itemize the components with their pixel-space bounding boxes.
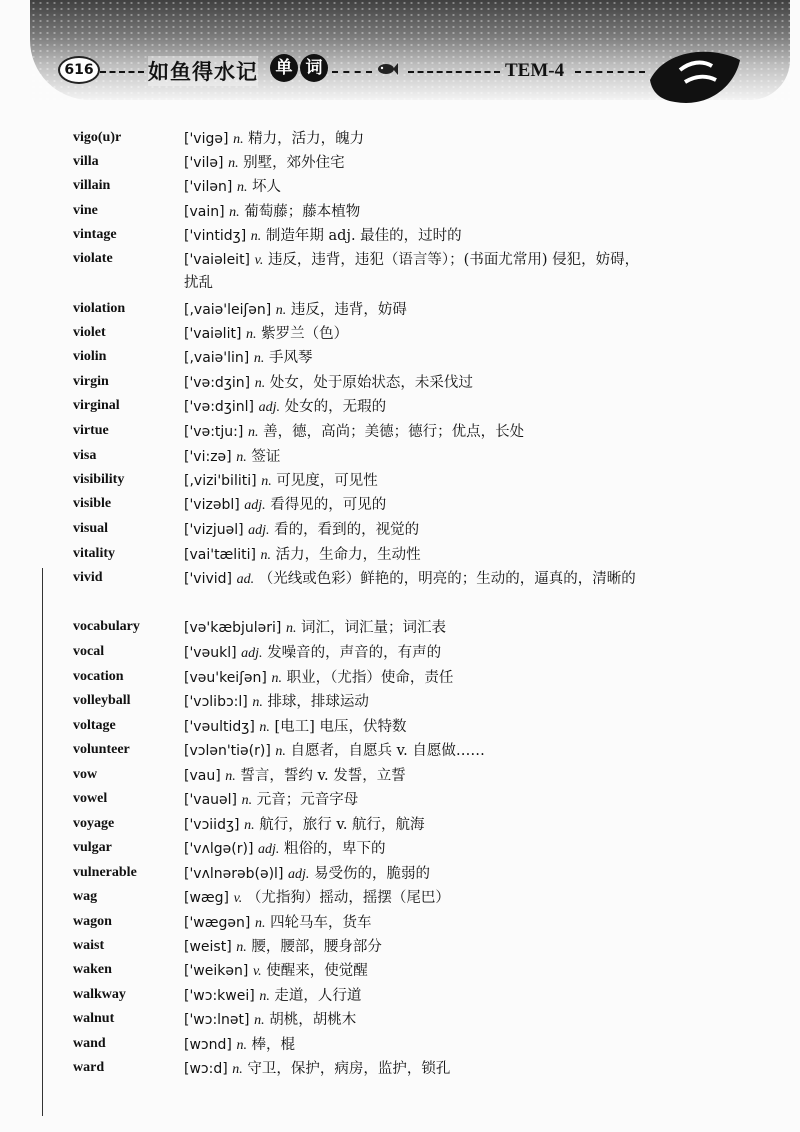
headword: vine [73, 203, 98, 218]
phonetic: ['vaiəleit] [184, 252, 251, 268]
phonetic: [weist] [184, 939, 232, 955]
definition [184, 519, 644, 542]
phonetic: [,vaiə'leiʃən] [184, 302, 272, 318]
headword: violate [73, 251, 113, 266]
headword: walkway [73, 987, 126, 1002]
headword: volunteer [73, 742, 130, 757]
phonetic: ['və:dʒinl] [184, 399, 255, 415]
phonetic: [,vizi'biliti] [184, 473, 257, 489]
definition [184, 225, 644, 248]
phonetic: [və'kæbjuləri] [184, 620, 282, 636]
part-of-speech: ad. [236, 572, 255, 587]
headword: voltage [73, 718, 116, 733]
definition [184, 765, 644, 788]
exam-label: TEM-4 [505, 60, 565, 81]
page-header [0, 0, 800, 112]
phonetic: ['vigə] [184, 131, 229, 147]
part-of-speech: n. [275, 744, 286, 759]
part-of-speech: adj. [288, 867, 310, 882]
meaning: 胡桃，胡桃木 [269, 1012, 357, 1028]
meaning: 活力，生命力，生动性 [275, 547, 421, 563]
meaning: 排球，排球运动 [267, 694, 369, 710]
definition [184, 740, 644, 763]
phonetic: [,vaiə'lin] [184, 350, 250, 366]
phonetic: [vɔlən'tiə(r)] [184, 743, 271, 759]
headword: wag [73, 889, 98, 904]
part-of-speech: v. [254, 253, 264, 268]
definition [184, 372, 644, 395]
phonetic: [vain] [184, 204, 225, 220]
part-of-speech: n. [252, 695, 263, 710]
meaning: 职业，（尤指）使命，责任 [286, 670, 454, 686]
phonetic: ['vəultidʒ] [184, 719, 255, 735]
definition [184, 838, 644, 861]
phonetic: ['vilən] [184, 179, 233, 195]
definition [184, 936, 644, 959]
definition [184, 396, 644, 419]
phonetic: ['vi:zə] [184, 449, 232, 465]
phonetic: ['wɔ:kwei] [184, 988, 255, 1004]
part-of-speech: n. [271, 671, 282, 686]
phonetic: ['və:dʒin] [184, 375, 251, 391]
definition [184, 494, 644, 517]
phonetic: [wɔ:d] [184, 1061, 228, 1077]
definition [184, 642, 644, 665]
meaning: 坏人 [252, 179, 282, 195]
meaning: 葡萄藤；藤本植物 [244, 204, 361, 220]
part-of-speech: n. [232, 1062, 243, 1077]
headword: virginal [73, 398, 120, 413]
definition [184, 617, 644, 640]
part-of-speech: n. [241, 793, 253, 808]
definition [184, 176, 644, 199]
part-of-speech: n. [250, 229, 262, 244]
definition [184, 863, 644, 886]
phonetic: ['vilə] [184, 155, 224, 171]
fish-icon [376, 60, 398, 78]
meaning: 违反，违背，妨碍 [290, 302, 407, 318]
part-of-speech: n. [246, 327, 257, 342]
meaning: 棒，棍 [251, 1037, 296, 1053]
headword: violet [73, 325, 106, 340]
phonetic: [vai'tæliti] [184, 547, 256, 563]
headword: waist [73, 938, 105, 953]
phonetic: [wɔnd] [184, 1037, 232, 1053]
phonetic: [vau] [184, 768, 221, 784]
definition [184, 152, 644, 175]
part-of-speech: n. [228, 156, 239, 171]
phonetic: ['vintidʒ] [184, 228, 247, 244]
meaning: 制造年期 adj. 最佳的，过时的 [265, 228, 462, 244]
headword: vulnerable [73, 865, 137, 880]
headword: vivid [73, 570, 103, 585]
part-of-speech: n. [261, 474, 272, 489]
headword: violin [73, 349, 107, 364]
headword: waken [73, 962, 112, 977]
meaning: 处女的，无瑕的 [284, 399, 387, 415]
phonetic: ['vɔlibɔ:l] [184, 694, 248, 710]
corner-decoration-icon [640, 30, 750, 110]
headword: vocal [73, 644, 105, 659]
part-of-speech: adj. [258, 842, 280, 857]
phonetic: ['vizjuəl] [184, 522, 244, 538]
meaning: 看得见的，可见的 [270, 497, 387, 513]
meaning: 走道，人行道 [274, 988, 362, 1004]
headword: vowel [73, 791, 108, 806]
definition [184, 323, 644, 346]
definition [184, 128, 644, 151]
part-of-speech: n. [253, 351, 265, 366]
page-number: 616 [58, 56, 100, 84]
part-of-speech: n. [259, 720, 270, 735]
headword: vow [73, 767, 98, 782]
definition [184, 544, 644, 567]
phonetic: ['weikən] [184, 963, 249, 979]
part-of-speech: n. [285, 621, 297, 636]
phonetic: ['vʌlnərəb(ə)l] [184, 866, 284, 882]
part-of-speech: n. [275, 303, 287, 318]
phonetic: ['wægən] [184, 915, 251, 931]
meaning: 发噪音的，声音的，有声的 [267, 645, 442, 661]
headword: vocation [73, 669, 124, 684]
phonetic: ['wɔ:lnət] [184, 1012, 250, 1028]
definition [184, 960, 644, 983]
meaning: 违反，违背，违犯（语言等）；(书面尤常用) 侵犯，妨碍，扰乱 [184, 252, 640, 291]
meaning: 誓言，誓约 v. 发誓，立誓 [240, 768, 406, 784]
definition [184, 667, 644, 690]
definition [184, 887, 644, 910]
part-of-speech: adj. [248, 523, 270, 538]
headword: vintage [73, 227, 117, 242]
part-of-speech: n. [233, 132, 244, 147]
meaning: 粗俗的，卑下的 [284, 841, 386, 857]
definition [184, 446, 644, 469]
meaning: 看的，看到的，视觉的 [274, 522, 420, 538]
phonetic: ['vivid] [184, 571, 233, 587]
headword: vitality [73, 546, 115, 561]
phonetic: [vəu'keiʃən] [184, 670, 267, 686]
part-of-speech: n. [225, 769, 236, 784]
phonetic: ['və:tju:] [184, 424, 244, 440]
part-of-speech: n. [236, 450, 247, 465]
meaning: 易受伤的，脆弱的 [314, 866, 431, 882]
part-of-speech: n. [244, 818, 255, 833]
definition [184, 299, 644, 322]
part-of-speech: v. [233, 891, 243, 906]
phonetic: [wæg] [184, 890, 230, 906]
meaning: （光线或色彩）鲜艳的，明亮的；生动的，逼真的，清晰的 [258, 571, 636, 587]
header-dash-end [575, 71, 645, 73]
definition [184, 249, 644, 295]
headword: walnut [73, 1011, 115, 1026]
badge-ci: 词 [300, 54, 328, 82]
header-dash-left [100, 71, 144, 73]
definition [184, 470, 644, 493]
meaning: （尤指狗）摇动，摇摆（尾巴） [246, 890, 450, 906]
headword: villa [73, 154, 99, 169]
margin-line [42, 568, 43, 1116]
part-of-speech: n. [254, 916, 266, 931]
meaning: 四轮马车，货车 [270, 915, 372, 931]
part-of-speech: adj. [241, 646, 263, 661]
meaning: [电工] 电压，伏特数 [274, 719, 407, 735]
part-of-speech: n. [236, 1038, 247, 1053]
definition [184, 1009, 644, 1032]
meaning: 精力，活力，魄力 [248, 131, 365, 147]
phonetic: ['vɔiidʒ] [184, 817, 240, 833]
headword: vulgar [73, 840, 112, 855]
definition [184, 1058, 644, 1081]
part-of-speech: n. [236, 940, 247, 955]
definition [184, 789, 644, 812]
definition [184, 1034, 644, 1057]
definition [184, 568, 644, 591]
part-of-speech: adj. [244, 498, 266, 513]
phonetic: ['vizəbl] [184, 497, 240, 513]
headword: volleyball [73, 693, 131, 708]
definition [184, 985, 644, 1008]
meaning: 紫罗兰（色） [261, 326, 349, 342]
part-of-speech: adj. [258, 400, 281, 415]
part-of-speech: n. [259, 989, 270, 1004]
header-dash-right [408, 71, 500, 73]
headword: virgin [73, 374, 109, 389]
headword: villain [73, 178, 111, 193]
meaning: 航行，旅行 v. 航行，航海 [259, 817, 425, 833]
meaning: 词汇，词汇量；词汇表 [301, 620, 447, 636]
meaning: 善，德，高尚；美德；德行；优点，长处 [263, 424, 525, 440]
headword: wand [73, 1036, 106, 1051]
part-of-speech: n. [254, 376, 266, 391]
definition [184, 716, 644, 739]
phonetic: ['vʌlgə(r)] [184, 841, 254, 857]
meaning: 使醒来，使觉醒 [266, 963, 368, 979]
headword: voyage [73, 816, 115, 831]
part-of-speech: n. [260, 548, 272, 563]
meaning: 签证 [251, 449, 281, 465]
headword: ward [73, 1060, 105, 1075]
phonetic: ['vauəl] [184, 792, 238, 808]
part-of-speech: v. [252, 964, 262, 979]
meaning: 元音；元音字母 [256, 792, 359, 808]
meaning: 可见度，可见性 [276, 473, 378, 489]
meaning: 处女，处于原始状态，未采伐过 [269, 375, 473, 391]
headword: visible [73, 496, 112, 511]
headword: visa [73, 448, 97, 463]
definition [184, 421, 644, 444]
headword: wagon [73, 914, 112, 929]
definition [184, 691, 644, 714]
definition [184, 814, 644, 837]
part-of-speech: n. [229, 205, 240, 220]
headword: visibility [73, 472, 125, 487]
definition [184, 912, 644, 935]
badge-dan: 单 [270, 54, 298, 82]
header-dash-mid [332, 71, 372, 73]
headword: visual [73, 521, 109, 536]
meaning: 腰，腰部，腰身部分 [251, 939, 382, 955]
headword: vocabulary [73, 619, 140, 634]
definition [184, 347, 644, 370]
phonetic: ['vaiəlit] [184, 326, 242, 342]
meaning: 自愿者，自愿兵 v. 自愿做…… [290, 743, 485, 759]
headword: violation [73, 301, 126, 316]
meaning: 手风琴 [268, 350, 313, 366]
phonetic: ['vəukl] [184, 645, 237, 661]
headword: virtue [73, 423, 109, 438]
part-of-speech: n. [236, 180, 248, 195]
headword: vigo(u)r [73, 130, 122, 145]
book-title: 如鱼得水记 [148, 56, 258, 86]
meaning: 守卫，保护，病房，监护，锁孔 [247, 1061, 451, 1077]
part-of-speech: n. [254, 1013, 265, 1028]
definition [184, 201, 644, 224]
meaning: 别墅，郊外住宅 [243, 155, 345, 171]
part-of-speech: n. [247, 425, 259, 440]
